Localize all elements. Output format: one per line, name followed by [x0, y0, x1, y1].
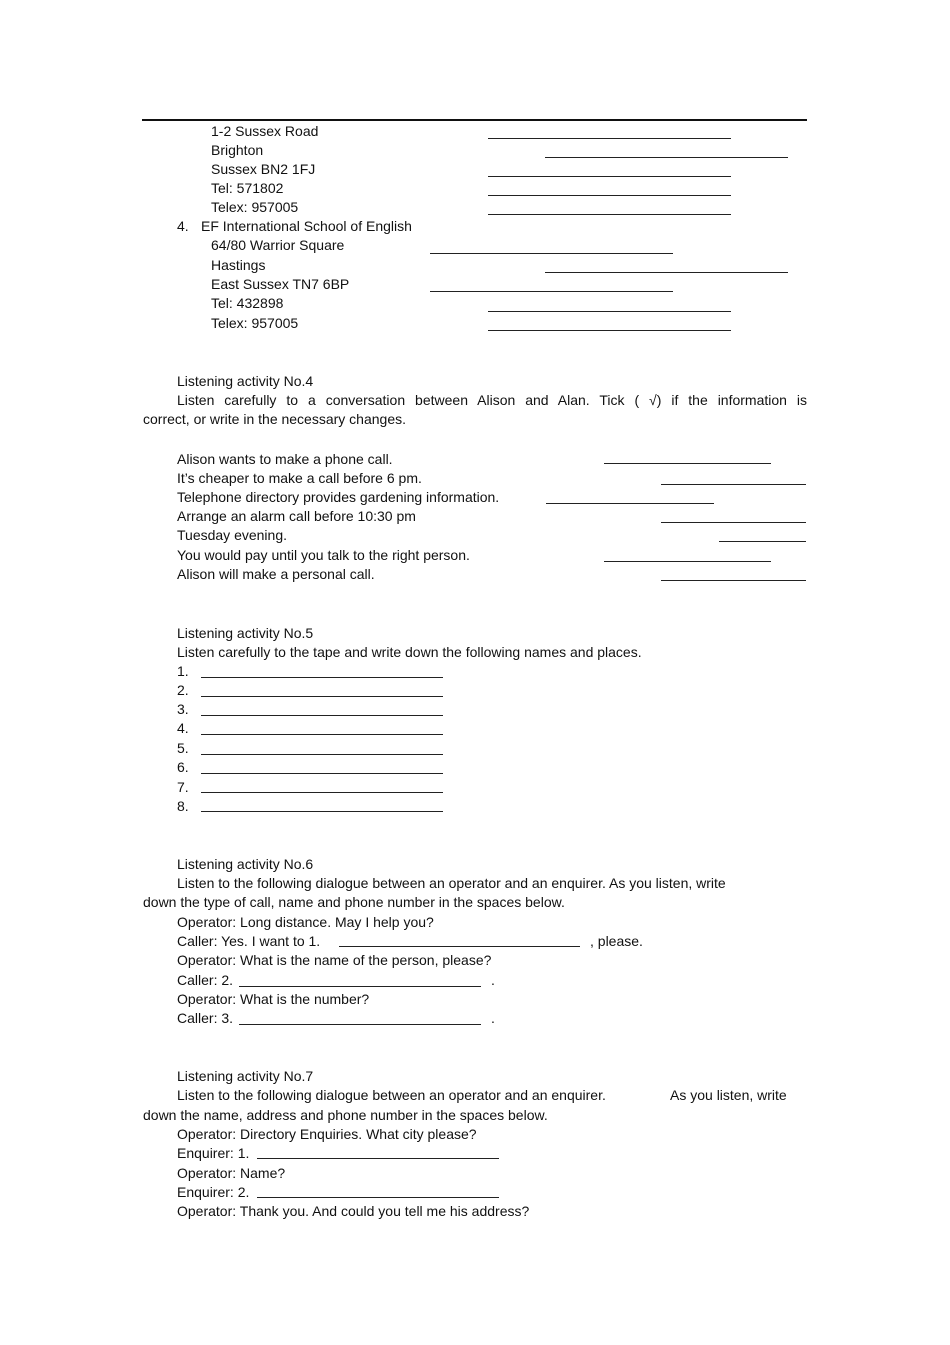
dialogue-line: Caller: 2.: [177, 972, 234, 988]
statement: Arrange an alarm call before 10:30 pm: [177, 508, 416, 524]
answer-blank[interactable]: [201, 696, 443, 697]
answer-blank[interactable]: [430, 291, 673, 292]
answer-blank[interactable]: [201, 773, 443, 774]
dialogue-line: .: [491, 1010, 495, 1026]
answer-blank[interactable]: [239, 986, 481, 987]
item-number: 5.: [177, 740, 189, 756]
answer-blank[interactable]: [661, 580, 806, 581]
answer-blank[interactable]: [488, 330, 731, 331]
item-number: 7.: [177, 779, 189, 795]
answer-blank[interactable]: [257, 1197, 499, 1198]
answer-blank[interactable]: [201, 715, 443, 716]
answer-blank[interactable]: [201, 754, 443, 755]
address-line: Telex: 957005: [211, 199, 299, 215]
section-title: Listening activity No.5: [177, 625, 314, 641]
instructions: down the name, address and phone number in the spaces below.: [143, 1107, 548, 1123]
instructions: Listen carefully to the tape and write down the following names and places.: [177, 644, 642, 660]
item-number: 2.: [177, 682, 189, 698]
section-title: Listening activity No.6: [177, 856, 314, 872]
statement: Alison will make a personal call.: [177, 566, 375, 582]
dialogue-line: Operator: Long distance. May I help you?: [177, 914, 434, 930]
answer-blank[interactable]: [257, 1158, 499, 1159]
dialogue-line: .: [491, 972, 495, 988]
section-title: Listening activity No.7: [177, 1068, 314, 1084]
answer-blank[interactable]: [488, 214, 731, 215]
dialogue-line: , please.: [590, 933, 643, 949]
top-rule: [142, 119, 807, 121]
item-number: 3.: [177, 701, 189, 717]
answer-blank[interactable]: [488, 311, 731, 312]
answer-blank[interactable]: [488, 138, 731, 139]
instructions: Listen to the following dialogue between an operator and an enquirer. As you listen, write: [177, 875, 726, 891]
statement: You would pay until you talk to the right person.: [177, 547, 470, 563]
dialogue-line: Caller: Yes. I want to 1.: [177, 933, 321, 949]
answer-blank[interactable]: [430, 253, 673, 254]
instructions: Listen to the following dialogue between an operator and an enquirer.: [177, 1087, 606, 1103]
answer-blank[interactable]: [719, 541, 806, 542]
answer-blank[interactable]: [545, 157, 788, 158]
dialogue-line: Enquirer: 1.: [177, 1145, 250, 1161]
answer-blank[interactable]: [488, 176, 731, 177]
answer-blank[interactable]: [604, 561, 771, 562]
instructions: As you listen, write: [670, 1087, 787, 1103]
item-number: 6.: [177, 759, 189, 775]
dialogue-line: Enquirer: 2.: [177, 1184, 250, 1200]
instructions: down the type of call, name and phone number in the spaces below.: [143, 894, 565, 910]
dialogue-line: Operator: What is the number?: [177, 991, 370, 1007]
address-line: 64/80 Warrior Square: [211, 237, 345, 253]
answer-blank[interactable]: [201, 792, 443, 793]
dialogue-line: Operator: Directory Enquiries. What city please?: [177, 1126, 477, 1142]
address-line: East Sussex TN7 6BP: [211, 276, 350, 292]
answer-blank[interactable]: [604, 463, 771, 464]
item-number: 4.: [177, 218, 189, 234]
address-line: Hastings: [211, 257, 266, 273]
answer-blank[interactable]: [545, 272, 788, 273]
answer-blank[interactable]: [546, 503, 714, 504]
address-line: Sussex BN2 1FJ: [211, 161, 316, 177]
statement: Tuesday evening.: [177, 527, 287, 543]
statement: Telephone directory provides gardening information.: [177, 489, 500, 505]
address-line: Brighton: [211, 142, 264, 158]
dialogue-line: Operator: Name?: [177, 1165, 286, 1181]
item-number: 1.: [177, 663, 189, 679]
answer-blank[interactable]: [201, 811, 443, 812]
school-name: EF International School of English: [201, 218, 412, 234]
answer-blank[interactable]: [201, 677, 443, 678]
answer-blank[interactable]: [201, 734, 443, 735]
address-line: Tel: 571802: [211, 180, 284, 196]
instructions: Listen carefully to a conversation between Alison and Alan. Tick ( √) if the information is: [177, 392, 807, 408]
answer-blank[interactable]: [488, 195, 731, 196]
instructions: correct, or write in the necessary changes.: [143, 411, 407, 427]
answer-blank[interactable]: [239, 1024, 481, 1025]
item-number: 4.: [177, 720, 189, 736]
dialogue-line: Caller: 3.: [177, 1010, 234, 1026]
answer-blank[interactable]: [661, 522, 806, 523]
address-line: Tel: 432898: [211, 295, 284, 311]
dialogue-line: Operator: What is the name of the person, please?: [177, 952, 492, 968]
address-line: Telex: 957005: [211, 315, 299, 331]
item-number: 8.: [177, 798, 189, 814]
statement: Alison wants to make a phone call.: [177, 451, 393, 467]
section-title: Listening activity No.4: [177, 373, 314, 389]
address-line: 1-2 Sussex Road: [211, 123, 319, 139]
answer-blank[interactable]: [661, 484, 806, 485]
dialogue-line: Operator: Thank you. And could you tell me his address?: [177, 1203, 530, 1219]
statement: It’s cheaper to make a call before 6 pm.: [177, 470, 422, 486]
answer-blank[interactable]: [339, 946, 580, 947]
